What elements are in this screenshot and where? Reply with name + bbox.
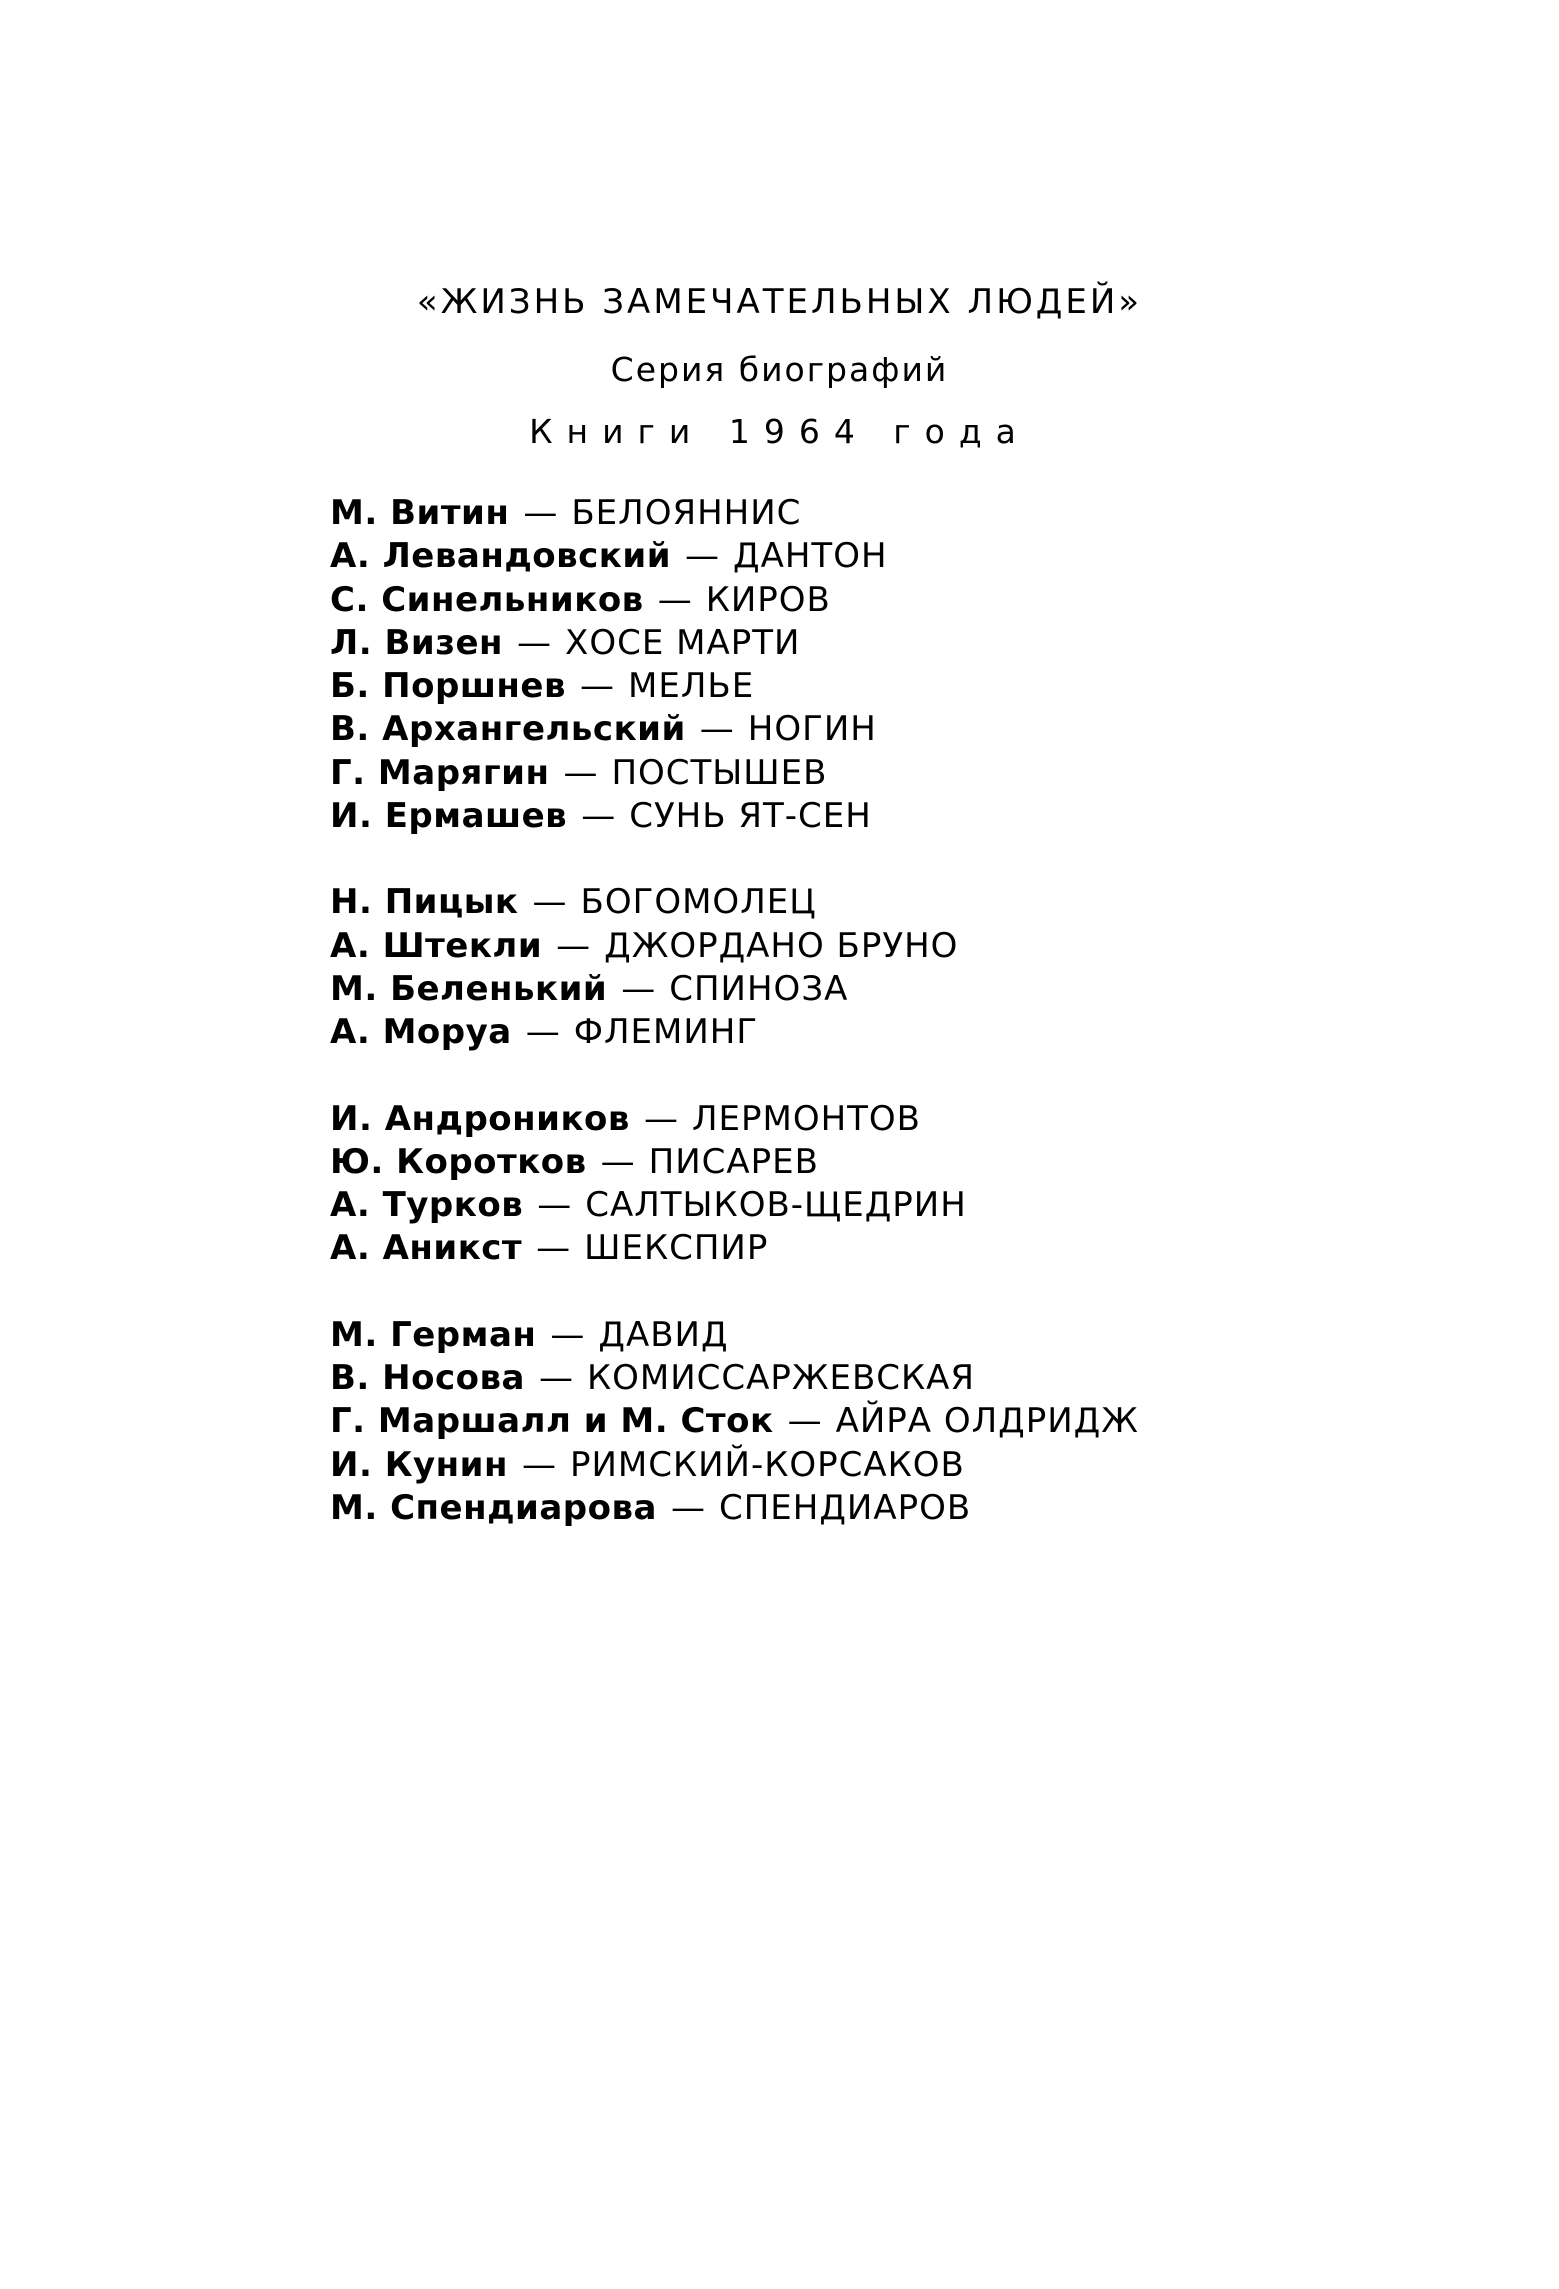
- book-entry: [330, 1141, 1510, 1184]
- book-title: ЛЕРМОНТОВ: [691, 1098, 922, 1139]
- book-author: Л. Визен: [330, 622, 504, 663]
- book-title: РИМСКИЙ-КОРСАКОВ: [569, 1444, 965, 1485]
- author-title-separator: —: [600, 1141, 635, 1182]
- book-title: АЙРА ОЛДРИДЖ: [835, 1401, 1139, 1442]
- book-entry: [330, 1444, 1510, 1487]
- book-title: ДЖОРДАНО БРУНО: [604, 925, 959, 966]
- books-year-heading: Книги 1964 года: [529, 412, 1030, 451]
- book-title: КИРОВ: [705, 579, 831, 620]
- book-entry: [330, 752, 1510, 795]
- book-title: ФЛЕМИНГ: [573, 1012, 759, 1053]
- author-title-separator: —: [657, 579, 692, 620]
- author-title-separator: —: [517, 622, 552, 663]
- book-entry: [330, 708, 1510, 751]
- book-entry: [330, 1011, 1510, 1054]
- book-title: МЕЛЬЕ: [628, 666, 755, 707]
- book-title: ХОСЕ МАРТИ: [565, 622, 801, 663]
- book-entry: [330, 665, 1510, 708]
- book-title: ДАВИД: [598, 1314, 729, 1355]
- author-title-separator: —: [521, 1444, 556, 1485]
- book-entry: [330, 535, 1510, 578]
- book-author: Б. Поршнев: [330, 666, 566, 707]
- book-author: А. Аникст: [330, 1228, 523, 1269]
- book-author: А. Моруа: [330, 1012, 512, 1053]
- book-entry: [330, 492, 1510, 535]
- book-entry: [330, 1227, 1510, 1270]
- book-author: А. Турков: [330, 1185, 524, 1226]
- author-title-separator: —: [538, 1358, 573, 1399]
- author-title-separator: —: [699, 709, 734, 750]
- author-title-separator: —: [556, 925, 591, 966]
- book-entry: [330, 1314, 1510, 1357]
- book-author: С. Синельников: [330, 579, 644, 620]
- author-title-separator: —: [643, 1098, 678, 1139]
- book-author: А. Штекли: [330, 925, 543, 966]
- author-title-separator: —: [581, 796, 616, 837]
- book-entry: [330, 1400, 1510, 1443]
- author-title-separator: —: [670, 1487, 705, 1528]
- book-group: [330, 1314, 1510, 1530]
- book-entry: [330, 968, 1510, 1011]
- book-title: НОГИН: [747, 709, 877, 750]
- book-group: [330, 1098, 1510, 1271]
- book-entry: [330, 622, 1510, 665]
- book-author: В. Архангельский: [330, 709, 686, 750]
- series-title: «ЖИЗНЬ ЗАМЕЧАТЕЛЬНЫХ ЛЮДЕЙ»: [416, 282, 1143, 322]
- book-title: ПОСТЫШЕВ: [611, 752, 828, 793]
- book-title: СПЕНДИАРОВ: [718, 1487, 972, 1528]
- book-title: ДАНТОН: [733, 536, 888, 577]
- book-author: Н. Пицык: [330, 882, 519, 923]
- book-author: М. Спендиарова: [330, 1487, 657, 1528]
- book-author: М. Герман: [330, 1314, 537, 1355]
- author-title-separator: —: [563, 752, 598, 793]
- book-entry: [330, 795, 1510, 838]
- book-author: М. Беленький: [330, 968, 608, 1009]
- book-author: И. Ермашев: [330, 796, 568, 837]
- book-title: ШЕКСПИР: [584, 1228, 769, 1269]
- book-title: САЛТЫКОВ-ЩЕДРИН: [585, 1185, 967, 1226]
- author-title-separator: —: [580, 666, 614, 707]
- author-title-separator: —: [621, 968, 656, 1009]
- author-title-separator: —: [525, 1012, 560, 1053]
- author-title-separator: —: [685, 536, 720, 577]
- book-title: БОГОМОЛЕЦ: [580, 882, 817, 923]
- book-author: И. Андроников: [330, 1098, 630, 1139]
- book-author: И. Кунин: [330, 1444, 508, 1485]
- book-title: СПИНОЗА: [669, 968, 849, 1009]
- book-list: [330, 492, 1510, 1573]
- book-title: КОМИССАРЖЕВСКАЯ: [586, 1358, 976, 1399]
- book-author: Г. Маршалл и М. Сток: [330, 1401, 774, 1442]
- series-subtitle: Серия биографий: [610, 350, 949, 389]
- author-title-separator: —: [536, 1228, 571, 1269]
- book-group: [330, 492, 1510, 838]
- book-title: БЕЛОЯННИС: [571, 493, 802, 533]
- author-title-separator: —: [787, 1401, 822, 1442]
- author-title-separator: —: [523, 493, 558, 533]
- book-title: ПИСАРЕВ: [648, 1141, 819, 1182]
- author-title-separator: —: [550, 1314, 585, 1355]
- book-author: А. Левандовский: [330, 536, 672, 577]
- author-title-separator: —: [537, 1185, 572, 1226]
- book-entry: [330, 1184, 1510, 1227]
- book-entry: [330, 579, 1510, 622]
- book-entry: [330, 925, 1510, 968]
- author-title-separator: —: [532, 882, 567, 923]
- book-author: Г. Марягин: [330, 752, 550, 793]
- book-entry: [330, 1487, 1510, 1530]
- book-title: СУНЬ ЯТ-СЕН: [629, 796, 872, 837]
- book-entry: [330, 881, 1510, 924]
- book-author: Ю. Коротков: [330, 1141, 587, 1182]
- book-author: М. Витин: [330, 493, 510, 533]
- book-entry: [330, 1098, 1510, 1141]
- book-group: [330, 881, 1510, 1054]
- book-author: В. Носова: [330, 1358, 525, 1399]
- book-entry: [330, 1357, 1510, 1400]
